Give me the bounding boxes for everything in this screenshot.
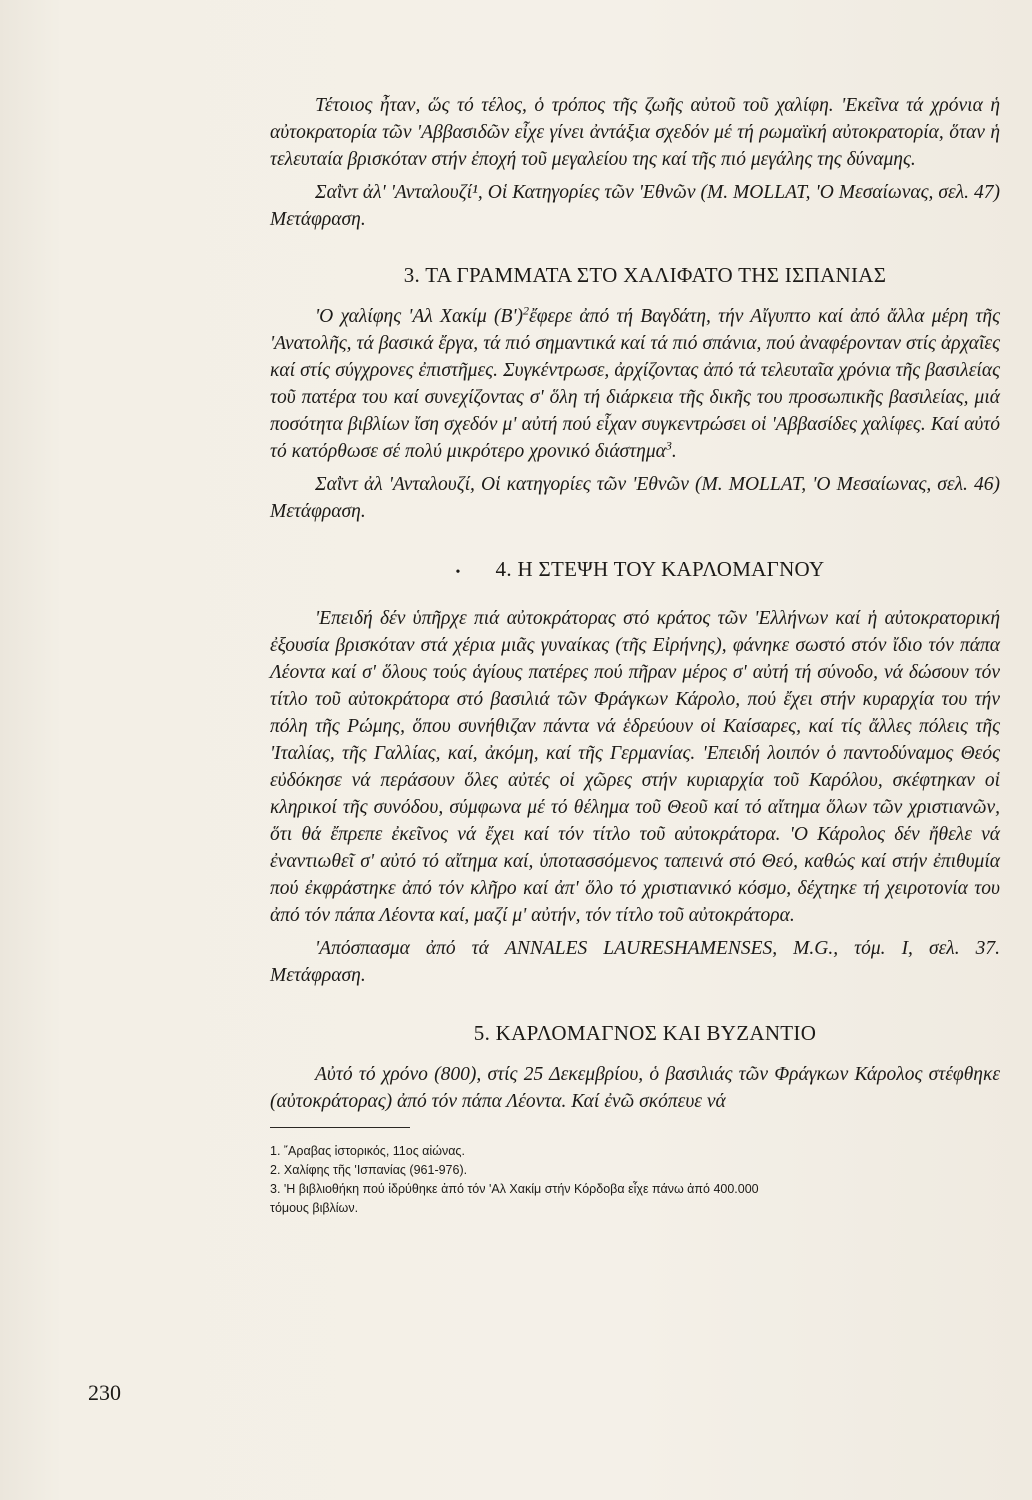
intro-paragraph: Τέτοιος ἦταν, ὥς τό τέλος, ὁ τρόπος τῆς ζωῆς αὐτοῦ τοῦ χαλίφη. 'Εκεῖνα τά χρόνια ἡ αὐτοκρατορία τῶν 'Αββασιδῶν εἶχε γίνει ἀντάξια σχεδόν μέ τή ρωμαϊκή αὐτοκρατορία, ὅταν ἡ τελευταία βρισκόταν στήν ἐποχή τοῦ μεγαλείου της καί τῆς πιό μεγάλης της δύναμης.	[270, 95, 1000, 170]
section-3-heading: 3. ΤΑ ΓΡΑΜΜΑΤΑ ΣΤΟ ΧΑΛΙΦΑΤΟ ΤΗΣ ΙΣΠΑΝΙΑΣ	[403, 263, 887, 287]
footnote-divider	[270, 1127, 410, 1128]
footnote-ref-3: 3	[665, 438, 672, 453]
section-3-paragraph-rest: ἔφερε ἀπό τή Βαγδάτη, τήν Αἴγυπτο καί ἀπό ἄλλα μέρη τῆς 'Ανατολῆς, τά βασικά ἔργα, τά πιό σημαντικά καί τά πιό σπάνια, πού ἀναφέρονταν στίς ἀρχαῖες καί στίς σύγχρονες ἐπιστῆμες. Συγκέντρωσε, ἀρχίζοντας ἀπό τά τελευταῖα χρόνια τῆς βασιλείας τοῦ πατέρα του καί συνεχίζοντας σ' ὅλη τή διάρκεια τῆς δικῆς του προσωπικῆς βασιλείας, μιά ποσότητα βιβλίων ἴση σχεδόν μ' αὐτή πού εἶχαν συγκεντρώσει οἱ 'Αββασίδες χαλίφες. Καί αὐτό τό κατόρθωσε σέ πολύ μικρότερο χρονικό διάστημα	[270, 306, 1000, 462]
footnote-3-text: 3. 'Η βιβλιοθήκη πού ἱδρύθηκε ἀπό τόν 'Αλ Χακίμ στήν Κόρδοβα εἶχε πάνω ἀπό 400.000	[270, 1182, 759, 1196]
section-3-paragraph	[270, 303, 1000, 465]
section-4-paragraph: 'Επειδή δέν ὑπῆρχε πιά αὐτοκράτορας στό κράτος τῶν 'Ελλήνων καί ἡ αὐτοκρατορική ἐξουσία βρισκόταν στά χέρια μιᾶς γυναίκας (τῆς Εἰρήνης), φάνηκε σωστό στόν ἴδιο τόν πάπα Λέοντα καί σ' ὅλους τούς ἁγίους πατέρες πού πῆραν μέρος σ' αὐτή τή σύνοδο, νά δώσουν τόν τίτλο τοῦ αὐτοκράτορα στό βασιλιά τῶν Φράγκων Κάρολο, πού ἔχει στήν κυραρχία του τήν πόλη τῆς Ρώμης, ὅπου συνήθιζαν πάντα νά ἑδρεύουν οἱ Καίσαρες, καί τίς ἄλλες πόλεις τῆς 'Ιταλίας, τῆς Γαλλίας, καί, ἀκόμη, καί τῆς Γερμανίας. 'Επειδή λοιπόν ὁ παντοδύναμος Θεός εὐδόκησε νά περάσουν ὅλες αὐτές οἱ χῶρες στήν κυριαρχία τοῦ Καρόλου, σκέφτηκαν οἱ κληρικοί τῆς συνόδου, σύμφωνα μέ τό θέλημα τοῦ Θεοῦ καί τό αἴτημα ὅλων τῶν χριστιανῶν, ὅτι θά ἔπρεπε ἐκεῖνος νά ἔχει καί τόν τίτλο τοῦ αὐτοκράτορα. 'Ο Κάρολος δέν ἤθελε νά ἐναντιωθεῖ σ' αὐτό τό αἴτημα καί, ὑποτασσόμενος ταπεινά στό Θεό, καθώς καί στήν ἐπιθυμία πού ἐκφράστηκε ἀπό τόν κλῆρο καί ἀπ' ὅλο τό χριστιανικό κόσμο, δέχτηκε τή χειροτονία του ἀπό τόν πάπα Λέοντα καί, μαζί μ' αὐτήν, τόν τίτλο τοῦ αὐτοκράτορα.	[270, 608, 1000, 926]
text-column	[270, 92, 1000, 1218]
section-5-heading: 5. ΚΑΡΛΟΜΑΓΝΟΣ ΚΑΙ ΒΥΖΑΝΤΙΟ	[473, 1021, 817, 1045]
page-number: 230	[88, 1380, 121, 1405]
section-4-heading	[270, 555, 1000, 587]
section-3-source: Σαῒντ ἀλ 'Ανταλουζί, Οἱ κατηγορίες τῶν 'Εθνῶν (M. MOLLAT, 'Ο Μεσαίωνας, σελ. 46) Μετάφραση.	[270, 474, 1000, 522]
intro-source: Σαῒντ ἀλ' 'Ανταλουζί¹, Οἱ Κατηγορίες τῶν 'Εθνῶν (M. MOLLAT, 'Ο Μεσαίωνας, σελ. 47) Μετάφραση.	[270, 182, 1000, 230]
section-3-paragraph-start: 'Ο χαλίφης 'Αλ Χακίμ (Β')	[315, 306, 524, 327]
section-4-source: 'Απόσπασμα ἀπό τά ANNALES LAURESHAMENSES, M.G., τόμ. Ι, σελ. 37. Μετάφραση.	[270, 938, 1000, 986]
bullet-mark: •	[455, 565, 461, 580]
footnote-3-continuation: τόμους βιβλίων.	[270, 1201, 359, 1215]
footnote-1: 1. ῎Αραβας ἱστορικός, 11ος αἰώνας.	[270, 1144, 465, 1158]
footnotes	[270, 1142, 1000, 1218]
footnote-2: 2. Χαλίφης τῆς 'Ισπανίας (961-976).	[270, 1163, 468, 1177]
footnote-ref-2: 2	[523, 303, 530, 318]
section-5-paragraph: Αὐτό τό χρόνο (800), στίς 25 Δεκεμβρίου, ὁ βασιλιάς τῶν Φράγκων Κάρολος στέφθηκε (αὐτοκράτορας) ἀπό τόν πάπα Λέοντα. Καί ἐνῶ σκόπευε νά	[270, 1064, 1000, 1112]
section-4-heading-text: 4. Η ΣΤΕΨΗ ΤΟΥ ΚΑΡΛΟΜΑΓΝΟΥ	[495, 557, 825, 581]
section-3-paragraph-end: .	[671, 441, 677, 462]
footnote-3	[270, 1180, 1000, 1218]
